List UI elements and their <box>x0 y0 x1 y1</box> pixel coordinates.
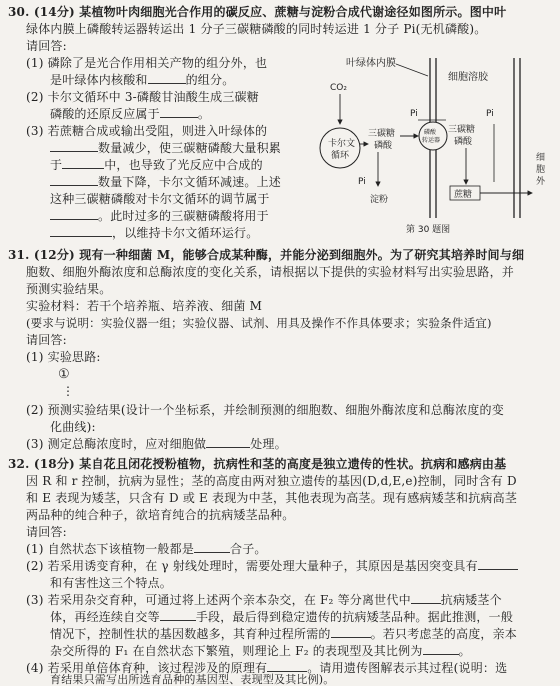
answer-blank[interactable] <box>50 208 98 220</box>
pi-label-starch: Pi <box>358 177 366 187</box>
q30-part3-f: 。此时过多的三碳糖磷酸将用于 <box>50 208 269 225</box>
q30-line-3: 请回答: <box>26 39 67 53</box>
calvin-label-line2: 循环 <box>331 151 350 161</box>
answer-blank[interactable] <box>62 157 104 169</box>
q32-line-8: 和有害性这三个特点。 <box>50 576 173 590</box>
triose-label-right-line2: 磷酸 <box>454 137 473 147</box>
q30-part1-b: 是叶绿体内核酸和 的组分。 <box>50 73 235 87</box>
q31-line-10: (3) 测定总酶浓度时，应对细胞做 处理。 <box>26 437 287 451</box>
answer-blank[interactable] <box>160 106 198 118</box>
q30-line-2: 绿体内膜上磷酸转运器转运出 1 分子三碳糖磷酸的同时转运进 1 分子 Pi(无机磷酸)。 <box>26 22 487 36</box>
q30-part2-b: 磷酸的还原反应属于 。 <box>50 107 211 121</box>
answer-blank[interactable] <box>50 140 98 152</box>
q31-line-4: 实验材料：若干个培养瓶、培养液、细菌 M <box>26 299 263 313</box>
q31-ellipsis: ⋮ <box>62 384 75 398</box>
outside-label-3: 外 <box>536 177 546 187</box>
q32-line-9: (3) 若采用杂交育种，可通过将上述两个亲本杂交，在 F₂ 等分离世代中 抗病矮茎个 <box>26 593 502 607</box>
starch-label: 淀粉 <box>370 195 389 205</box>
q32-line-13: (4) 若采用单倍体育种，该过程涉及的原理有 。请用遗传图解表示其过程(说明：选 <box>26 661 508 675</box>
q32-line-1: 32. (18分) 某自花且闭花授粉植物，抗病性和茎的高度是独立遗传的性状。抗病和感病由基 <box>8 457 507 471</box>
answer-blank[interactable] <box>411 592 441 604</box>
q30-part3-d: 数量下降，卡尔文循环减速。上述 <box>50 174 281 191</box>
q30-part3-e: 这种三碳糖磷酸对卡尔文循环的调节属于 <box>50 192 270 206</box>
q32-line-7: (2) 若采用诱变育种，在 γ 射线处理时，需要处理大量种子，其原因是基因突变具有 <box>26 558 518 575</box>
outside-label-2: 胞 <box>536 165 546 175</box>
q30-part3-b: 数量减少，使三碳糖磷酸大量积累 <box>50 140 281 157</box>
q32-line-2: 因 R 和 r 控制，抗病为显性；茎的高度由两对独立遗传的基因(D,d,E,e)控制，同时含有 D <box>26 474 517 488</box>
co2-label: CO₂ <box>330 83 347 93</box>
figure-caption: 第 30 题图 <box>406 225 451 235</box>
answer-blank[interactable] <box>478 558 518 570</box>
q31-line-9: 化曲线): <box>50 420 96 434</box>
q31-line-5: (要求与说明：实验仪器一组；实验仪器、试剂、用具及操作不作具体要求；实验条件适宜) <box>26 316 492 330</box>
cytosol-label: 细胞溶胶 <box>448 72 488 83</box>
q30-diagram <box>318 50 554 238</box>
q31-line-8: (2) 预测实验结果(设计一个坐标系，并绘制预测的细胞数、细胞外酶浓度和总酶浓度的变 <box>26 403 504 417</box>
q31-line-2: 胞数、细胞外酶浓度和总酶浓度的变化关系，请根据以下提供的实验材料写出实验思路，并 <box>26 265 515 279</box>
q32-line-12: 杂交所得的 F₁ 在自然状态下繁殖，则理论上 F₂ 的表现型及其比例为 。 <box>50 644 471 658</box>
q32-line-5: 请回答: <box>26 525 67 539</box>
q31-line-1: 31. (12分) 现有一种细菌 M，能够合成某种酶，并能分泌到细胞外。为了研究其培养时间与细 <box>8 248 525 262</box>
q30-part3-c: 于 中，也导致了光反应中合成的 <box>50 158 263 172</box>
sucrose-label: 蔗糖 <box>454 190 473 200</box>
answer-blank[interactable] <box>148 72 186 84</box>
answer-blank[interactable] <box>50 174 98 186</box>
q31-line-7: (1) 实验思路: <box>26 350 101 364</box>
q30-part2-a: (2) 卡尔文循环中 3-磷酸甘油酸生成三碳糖 <box>26 90 259 104</box>
answer-blank[interactable] <box>50 225 112 237</box>
calvin-label-line1: 卡尔文 <box>328 139 356 149</box>
q32-line-3: 和 E 表现为矮茎，只含有 D 或 E 表现为中茎，其他表现为高茎。现有感病矮茎和抗病高茎 <box>26 491 518 505</box>
membrane-label-pointer <box>396 64 428 76</box>
answer-blank[interactable] <box>160 609 196 621</box>
q32-line-6: (1) 自然状态下该植物一般都是 合子。 <box>26 542 267 556</box>
q32-line-11: 情况下，控制性状的基因数越多，其育种过程所需的 。若只考虑茎的高度，亲本 <box>50 627 518 641</box>
q32-line-10: 体，再经连续自交等 手段，最后得到稳定遗传的抗病矮茎品种。据此推测，一般 <box>50 610 514 624</box>
q32-line-4: 两品种的纯合种子，欲培育纯合的抗病矮茎品种。 <box>26 508 295 522</box>
answer-blank[interactable] <box>331 626 371 638</box>
q30-part3-a: (3) 若蔗糖合成或输出受阻，则进入叶绿体的 <box>26 124 268 138</box>
q31-line-6: 请回答: <box>26 333 67 347</box>
membrane-label: 叶绿体内膜 <box>346 58 396 69</box>
q30-part1-a: (1) 磷除了是光合作用相关产物的组分外，也 <box>26 56 268 70</box>
q32-line-14: 育结果只需写出所选育品种的基因型、表现型及其比例)。 <box>50 673 335 686</box>
transporter-label-line1: 磷酸 <box>424 129 437 136</box>
transporter-label-line2: 转运器 <box>422 137 441 144</box>
transporter-circle <box>419 122 447 150</box>
answer-blank[interactable] <box>423 643 459 655</box>
q30-line-1: 30. (14分) 某植物叶肉细胞光合作用的碳反应、蔗糖与淀粉合成代谢途径如图所示。图中叶 <box>8 5 507 19</box>
pi-label-top: Pi <box>410 109 418 119</box>
triose-label-right-line1: 三碳糖 <box>448 125 476 135</box>
q30-part3-g: ，以维持卡尔文循环运行。 <box>50 225 258 242</box>
answer-blank[interactable] <box>267 660 307 672</box>
triose-label-left-line1: 三碳糖 <box>368 129 396 139</box>
outside-label-1: 细 <box>536 153 546 163</box>
answer-blank[interactable] <box>206 436 250 448</box>
answer-blank[interactable] <box>194 541 230 553</box>
triose-label-left-line2: 磷酸 <box>374 141 393 151</box>
q31-line-3: 预测实验结果。 <box>26 282 112 296</box>
pi-label-right: Pi <box>486 109 494 119</box>
q31-circled-one: ① <box>58 367 70 382</box>
